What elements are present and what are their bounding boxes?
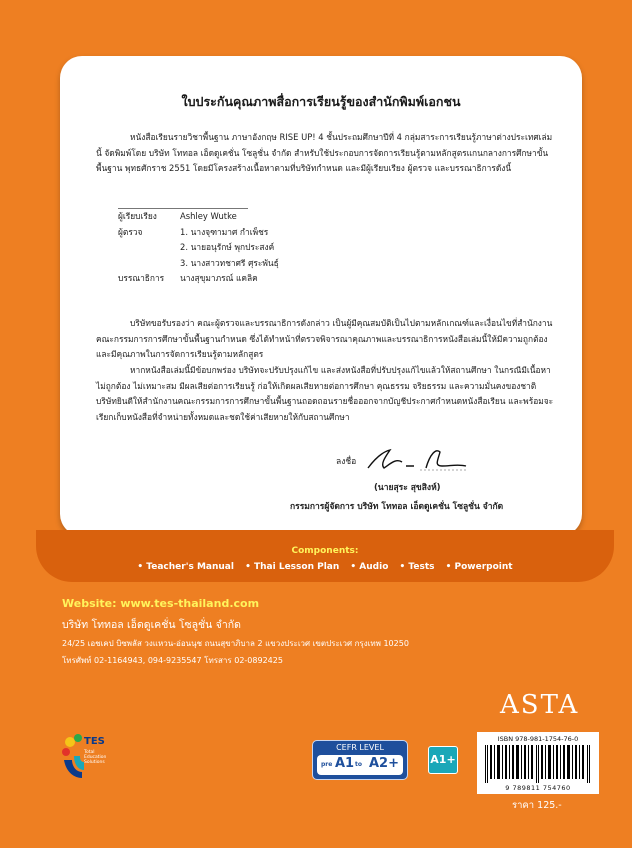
credit-label	[118, 256, 180, 272]
card-title: ใบประกันคุณภาพสื่อการเรียนรู้ของสำนักพิมพ์เอกชน	[181, 94, 461, 109]
certification-paragraph: บริษัทขอรับรองว่า คณะผู้ตรวจและบรรณาธิการดังกล่าว เป็นผู้มีคุณสมบัติเป็นไปตามหลักเกณฑ์และเงื่อนไขที่สำนักงานคณะกรรมการการศึกษาขั้นพื้นฐานกำหนด ซึ่งได้ทำหน้าที่ตรวจพิจารณาคุณภาพและบรรณาธิการหนังสือเล่มนี้ให้มีความถูกต้องและมีคุณภาพในการจัดการเรียนรู้ตามหลักสูตร	[96, 318, 553, 359]
cefr-pre: pre	[321, 761, 333, 768]
component-item: • Tests	[399, 562, 435, 572]
price-label: ราคา 125.-	[512, 800, 562, 811]
tes-logo-text: TES	[84, 736, 105, 747]
credit-label: ผู้ตรวจ	[118, 226, 143, 237]
defect-policy-paragraph: หากหนังสือเล่มนี้มีข้อบกพร่อง บริษัทจะปรับปรุงแก้ไข และส่งหนังสือที่ปรับปรุงแก้ไขแล้วให้สถานศึกษา ในกรณีมีเนื้อหาไม่ถูกต้อง ไม่เหมาะสม มีผลเสียต่อการเรียนรู้ ก่อให้เกิดผลเสียหายต่อการศึกษา คุณธรรม จริยธรรม และความมั่นคงของชาติ บริษัทยินดีให้สำนักงานคณะกรรมการการศึกษาขั้นพื้นฐานถอดถอนรายชื่อออกจากบัญชีประกาศกำหนดหนังสือเรียน และพร้อมจะเรียกเก็บหนังสือที่จำหน่ายทั้งหมดและชดใช้ค่าเสียหายให้กับสถานศึกษา	[96, 365, 554, 422]
sign-label: ลงชื่อ	[336, 457, 357, 467]
credit-row	[118, 209, 458, 225]
signature-image	[360, 442, 470, 478]
components-title: Components:	[291, 546, 359, 556]
barcode-icon	[485, 745, 591, 783]
website-link[interactable]: Website: www.tes-thailand.com	[62, 597, 260, 610]
component-item: • Teacher's Manual	[137, 562, 234, 572]
credit-value: Ashley Wutke	[180, 211, 237, 221]
company-phone: โทรศัพท์ 02-1164943, 094-9235547 โทรสาร 02-0892425	[62, 656, 283, 665]
components-band	[36, 530, 614, 582]
signer-title: กรรมการผู้จัดการ บริษัท โททอล เอ็ดดูเคชั่น โซลูชั่น จำกัด	[290, 502, 504, 512]
barcode-number: 9 789811 754760	[505, 784, 571, 792]
level-badge: A1+	[428, 746, 458, 774]
isbn-text: ISBN 978-981-1754-76-0	[497, 735, 579, 743]
cefr-from: A1	[335, 756, 355, 771]
credit-row	[118, 240, 458, 256]
credit-row	[118, 256, 458, 272]
credit-value: 1. นางจุฑามาศ กำเพ็ชร	[180, 226, 269, 237]
barcode-box	[477, 732, 599, 794]
credit-row	[118, 271, 458, 287]
credit-value: 3. นางสาวทชาศรี ศุระพันธุ์	[180, 257, 279, 268]
signer-name: (นายสุระ สุขสิงห์)	[374, 483, 441, 493]
credit-label: บรรณาธิการ	[118, 273, 165, 283]
credit-value: นางสุขุมาภรณ์ แคลิค	[180, 273, 258, 283]
signature-block	[60, 450, 582, 530]
components-list	[36, 562, 614, 572]
asta-logo: ASTA	[500, 690, 580, 720]
company-address: 24/25 เอชเคป บิซพลัส วงแหวน-อ่อนนุช ถนนสุขาภิบาล 2 แขวงประเวศ เขตประเวศ กรุงเทพ 10250	[62, 639, 409, 648]
cefr-level-badge	[312, 740, 408, 780]
cefr-until: A2+	[369, 756, 399, 771]
component-item: • Thai Lesson Plan	[245, 562, 340, 572]
cefr-to: to	[355, 761, 362, 768]
cefr-range	[317, 755, 403, 775]
cefr-label: CEFR LEVEL	[336, 743, 384, 752]
intro-paragraph: หนังสือเรียนรายวิชาพื้นฐาน ภาษาอังกฤษ RISE UP! 4 ชั้นประถมศึกษาปีที่ 4 กลุ่มสาระการเรียนรู้ภาษาต่างประเทศเล่มนี้ จัดพิมพ์โดย บริษัท โททอล เอ็ดดูเคชั่น โซลูชั่น จำกัด สำหรับใช้ประกอบการจัดการเรียนรู้ตามหลักสูตรแกนกลางการศึกษาขั้นพื้นฐาน พุทธศักราช 2551 โดยมีโครงสร้างเนื้อหาตามที่บริษัทกำหนด และมีผู้เรียบเรียง ผู้ตรวจ และบรรณาธิการดังนี้	[96, 132, 553, 173]
credit-row	[118, 225, 458, 241]
component-item: • Powerpoint	[445, 562, 513, 572]
credits-list	[118, 208, 279, 287]
company-name: บริษัท โททอล เอ็ดดูเคชั่น โซลูชั่น จำกัด	[62, 619, 241, 631]
credit-label	[118, 240, 180, 256]
credit-label: ผู้เรียบเรียง	[118, 211, 157, 221]
component-item: • Audio	[350, 562, 389, 572]
tes-logo-subtitle: Total Education Solutions	[84, 750, 107, 765]
quality-assurance-card	[60, 56, 582, 536]
credit-value: 2. นายอนุรักษ์ พุกประสงค์	[180, 242, 275, 252]
